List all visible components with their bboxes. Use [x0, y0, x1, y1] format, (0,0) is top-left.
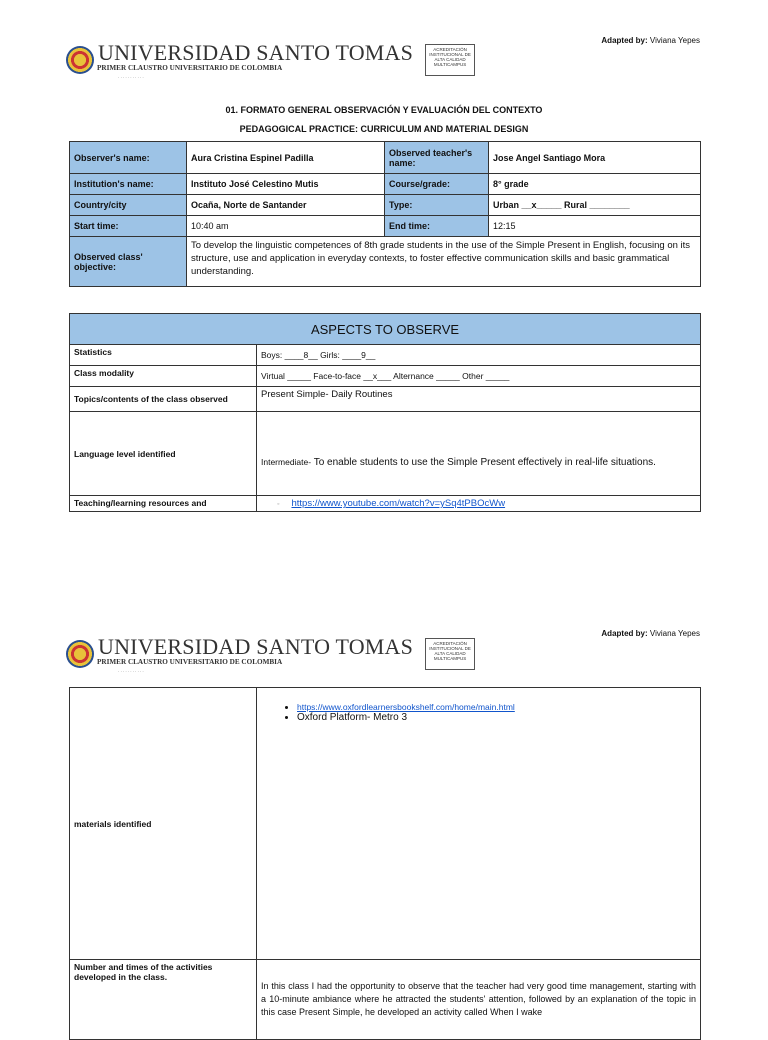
statistics-label: Statistics — [70, 345, 257, 366]
teacher-label: Observed teacher's name: — [385, 142, 489, 174]
country-label: Country/city — [70, 195, 187, 216]
modality-value: Virtual _____ Face-to-face __x___ Alternance _____ Other _____ — [257, 366, 701, 387]
page-2 — [0, 620, 768, 1024]
university-subtitle-2: PRIMER CLAUSTRO UNIVERSITARIO DE COLOMBIA — [97, 658, 283, 666]
bullet-icon: ◦ — [277, 501, 280, 508]
university-name-2: UNIVERSIDAD SANTO TOMAS — [98, 634, 414, 659]
activities-label: Number and times of the activities developed in the class. — [70, 960, 257, 1040]
list-item — [297, 702, 696, 712]
modality-label: Class modality — [70, 366, 257, 387]
university-logo — [66, 42, 475, 80]
adapted-label: Adapted by: — [601, 36, 648, 45]
start-label: Start time: — [70, 216, 187, 237]
objective-value: To develop the linguistic competences of 8th grade students in the use of the Simple Present in English, focusing on its structure, use and application in everyday contexts, to foster effective communication skills and basic grammatical understanding. — [187, 237, 701, 287]
university-fine-print-2: · · · · · · · · · · · — [118, 669, 144, 674]
youtube-link[interactable]: https://www.youtube.com/watch?v=ySq4tPBOcWw — [291, 498, 506, 509]
end-value: 12:15 — [489, 216, 701, 237]
level-value: To enable students to use the Simple Present effectively in real-life situations. — [311, 457, 656, 468]
activities-text: In this class I had the opportunity to observe that the teacher had very good time management, starting with a 10-minute ambiance where he attracted the students' attention, followed by an explanation of the topic in this case Present Simple, he developed an activity called When I wake — [257, 960, 701, 1040]
form-title: 01. FORMATO GENERAL OBSERVACIÓN Y EVALUACIÓN DEL CONTEXTO — [225, 105, 543, 115]
resources-cell — [257, 496, 701, 512]
materials-list — [261, 702, 696, 723]
course-label: Course/grade: — [385, 174, 489, 195]
materials-label: materials identified — [70, 688, 257, 960]
accreditation-badge-2: ACREDITACIÓN INSTITUCIONAL DE ALTA CALIDAD MULTICAMPUS — [425, 638, 475, 670]
adapted-label-2: Adapted by: — [601, 629, 648, 638]
topics-value: Present Simple- Daily Routines — [257, 387, 701, 412]
level-cell — [257, 412, 701, 496]
university-logo-2 — [66, 636, 475, 674]
adapted-name-2: Viviana Yepes — [649, 629, 700, 638]
oxford-link[interactable]: https://www.oxfordlearnersbookshelf.com/home/main.html — [297, 702, 515, 712]
level-prefix: Intermediate- — [261, 457, 312, 467]
adapted-by-2 — [601, 629, 700, 638]
form-subtitle: PEDAGOGICAL PRACTICE: CURRICULUM AND MATERIAL DESIGN — [239, 124, 529, 134]
resources-label: Teaching/learning resources and — [70, 496, 257, 512]
type-value: Urban __x_____ Rural ________ — [489, 195, 701, 216]
country-value: Ocaña, Norte de Santander — [187, 195, 385, 216]
aspects-header: ASPECTS TO OBSERVE — [70, 314, 701, 345]
start-value: 10:40 am — [187, 216, 385, 237]
objective-label: Observed class' objective: — [70, 237, 187, 287]
end-label: End time: — [385, 216, 489, 237]
university-fine-print: · · · · · · · · · · · — [118, 75, 144, 80]
observer-label: Observer's name: — [70, 142, 187, 174]
university-name: UNIVERSIDAD SANTO TOMAS — [98, 40, 414, 65]
institution-value: Instituto José Celestino Mutis — [187, 174, 385, 195]
university-seal-icon-2 — [66, 640, 94, 668]
adapted-name: Viviana Yepes — [649, 36, 700, 45]
university-seal-icon — [66, 46, 94, 74]
aspects-table — [69, 313, 701, 512]
institution-label: Institution's name: — [70, 174, 187, 195]
statistics-value: Boys: ____8__ Girls: ____9__ — [257, 345, 701, 366]
observer-value: Aura Cristina Espinel Padilla — [187, 142, 385, 174]
accreditation-badge: ACREDITACIÓN INSTITUCIONAL DE ALTA CALIDAD MULTICAMPUS — [425, 44, 475, 76]
aspects-table-continued — [69, 687, 701, 1040]
topics-label: Topics/contents of the class observed — [70, 387, 257, 412]
type-label: Type: — [385, 195, 489, 216]
course-value: 8° grade — [489, 174, 701, 195]
materials-cell — [257, 688, 701, 960]
teacher-value: Jose Angel Santiago Mora — [489, 142, 701, 174]
university-subtitle: PRIMER CLAUSTRO UNIVERSITARIO DE COLOMBIA — [97, 64, 283, 72]
level-label: Language level identified — [70, 412, 257, 496]
list-item: • Oxford Platform- Metro 3 — [297, 712, 696, 723]
info-table — [69, 141, 701, 287]
adapted-by — [601, 36, 700, 45]
